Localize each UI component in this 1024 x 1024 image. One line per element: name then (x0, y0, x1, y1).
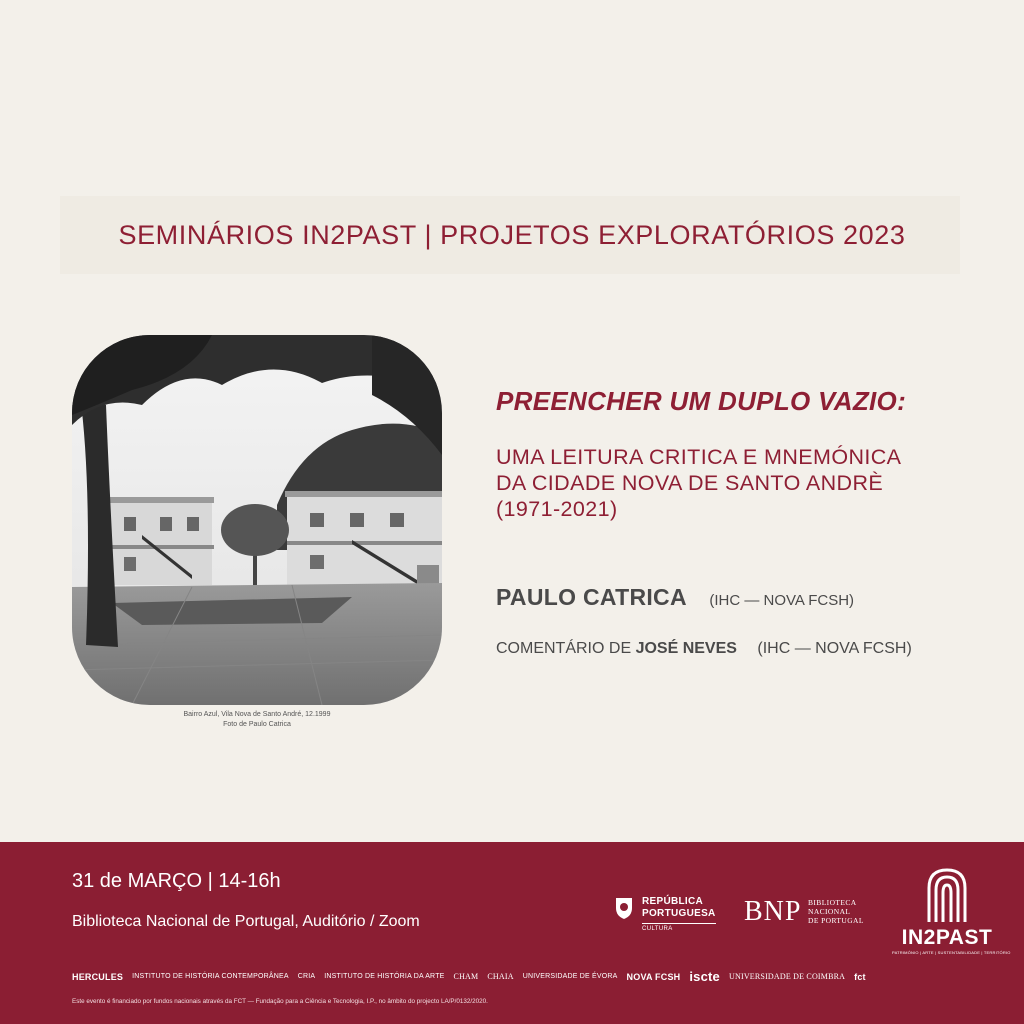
event-venue: Biblioteca Nacional de Portugal, Auditório / Zoom (72, 913, 420, 930)
bnp-line1: BIBLIOTECA (808, 898, 857, 907)
arch-icon (925, 866, 969, 922)
speaker-affiliation: (IHC — NOVA FCSH) (709, 592, 855, 609)
partner-logo: INSTITUTO DE HISTÓRIA CONTEMPORÂNEA (132, 973, 289, 980)
in2past-wordmark: IN2PAST (901, 926, 993, 949)
partner-logo: HERCULES (72, 972, 124, 982)
in2past-logo (892, 866, 1011, 956)
partner-logo: NOVA FCSH (626, 972, 681, 982)
housing-photo (72, 335, 442, 705)
photo-caption (72, 710, 442, 730)
series-title: SEMINÁRIOS IN2PAST | PROJETOS EXPLORATÓRIOS 2023 (118, 220, 906, 250)
partner-logos (72, 968, 866, 986)
republica-sub: CULTURA (642, 926, 673, 932)
bnp-line3: DE PORTUGAL (808, 916, 864, 925)
partner-logo: INSTITUTO DE HISTÓRIA DA ARTE (324, 973, 445, 980)
partner-logo: iscte (689, 969, 720, 984)
republica-line2: PORTUGUESA (642, 908, 716, 919)
in2past-tagline: PATRIMÓNIO | ARTE | SUSTENTABILIDADE | TERRITÓRIO (892, 950, 1011, 955)
shield-icon (614, 896, 634, 920)
talk-subtitle-line: UMA LEITURA CRITICA E MNEMÓNICA (496, 445, 902, 469)
speaker (496, 584, 854, 611)
commentary-prefix: COMENTÁRIO DE (496, 640, 636, 657)
talk-title: PREENCHER UM DUPLO VAZIO: (496, 386, 907, 416)
partner-logo: UNIVERSIDADE DE COIMBRA (729, 972, 846, 981)
speaker-name: PAULO CATRICA (496, 584, 687, 610)
photo-caption-line1: Bairro Azul, Vila Nova de Santo André, 12.1999 (183, 711, 331, 718)
partner-logo: CHAIA (487, 972, 514, 981)
commentary (496, 640, 912, 658)
bnp-logo (744, 894, 874, 934)
commentator-affiliation: (IHC — NOVA FCSH) (757, 640, 912, 657)
event-date-time: 31 de MARÇO | 14-16h (72, 870, 281, 892)
talk-subtitle (496, 444, 996, 522)
partner-logo: UNIVERSIDADE DE ÉVORA (522, 973, 618, 980)
republica-line1: REPÚBLICA (642, 896, 704, 907)
republica-portuguesa-logo (614, 894, 724, 936)
bnp-line2: NACIONAL (808, 907, 851, 916)
partner-logo: fct (854, 972, 866, 982)
talk-subtitle-line: (1971-2021) (496, 497, 618, 521)
commentator-name: JOSÉ NEVES (635, 640, 737, 657)
photo-caption-line2: Foto de Paulo Catrica (223, 721, 291, 728)
bnp-mark: BNP (744, 896, 802, 927)
partner-logo: CHAM (453, 972, 479, 981)
funding-note: Este evento é financiado por fundos nacionais através da FCT — Fundação para a Ciência e Tecnologia, I.P., no âmbito do projecto LA/P/0132/2020. (72, 998, 488, 1005)
talk-subtitle-line: DA CIDADE NOVA DE SANTO ANDRÈ (496, 471, 884, 495)
divider (642, 923, 716, 924)
footer-band (0, 842, 1024, 1024)
partner-logo: CRIA (297, 973, 316, 980)
